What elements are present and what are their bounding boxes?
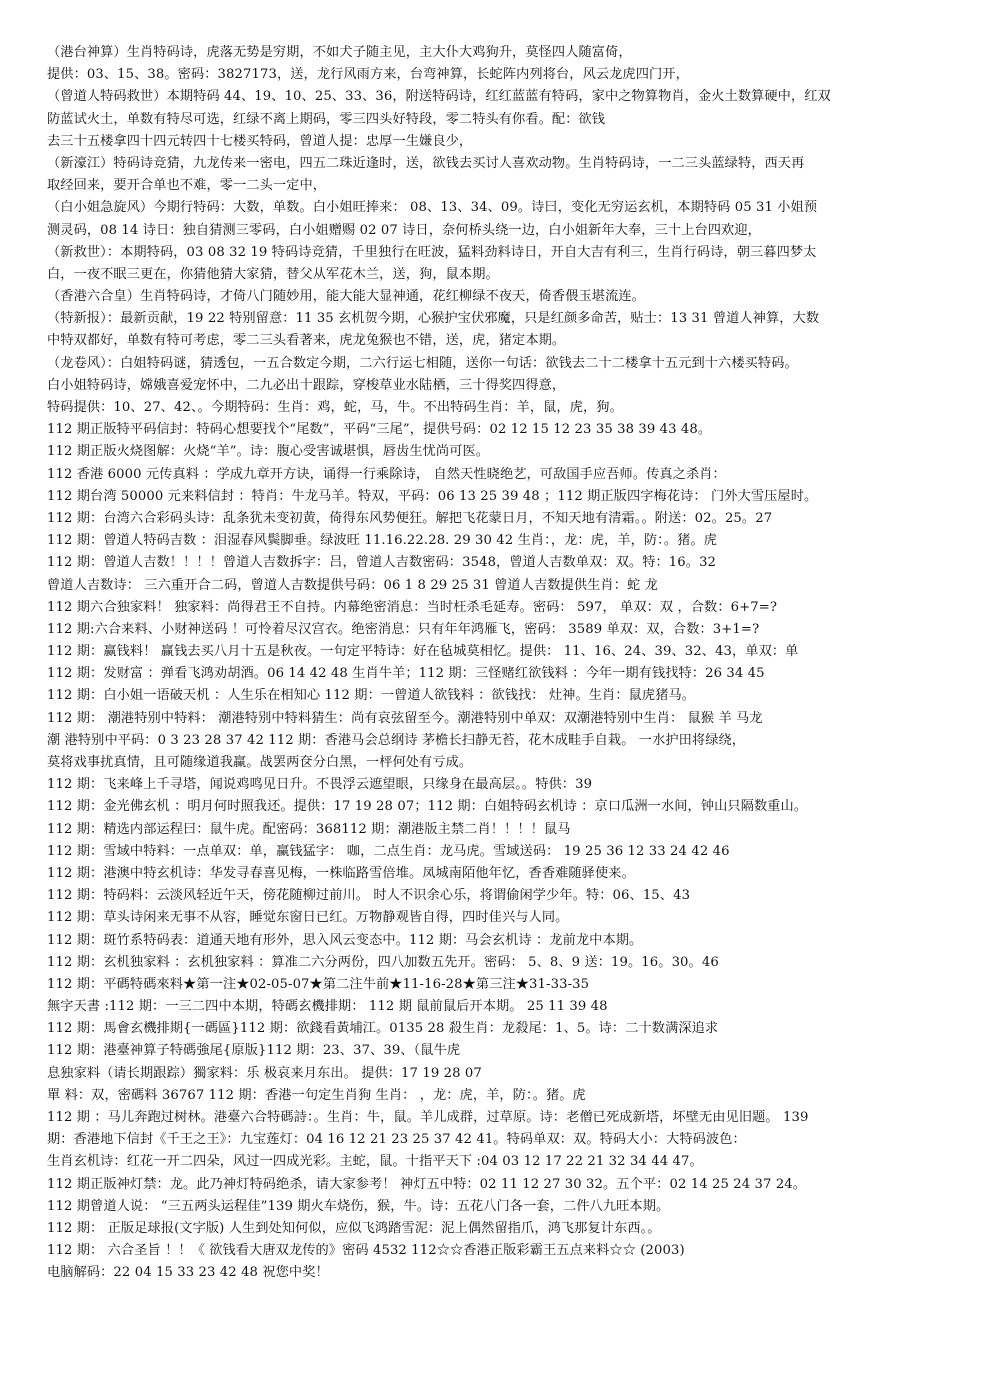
text-line: 取经回来，要开合单也不难，零一二头一定中， (47, 178, 327, 194)
text-line: （港台神算）生肖特码诗，虎落无势是穷期，不如犬子随主见，主大仆大鸡狗升，莫怪四人随富倚， (47, 45, 632, 60)
text-line: 112 期：港臺神算子特碼強尾{原版}112 期：23、37、39、（鼠牛虎 (47, 1043, 461, 1059)
text-line: （新濠江）特码诗竞猜，九龙传来一密电，四五二珠近逢时，送，欲钱去买讨人喜欢动物。生肖特码诗，一二三头蓝绿特，西天再 (47, 155, 805, 171)
text-line: 生肖玄机诗：红花一开二四朵，风过一四成光彩。主蛇，鼠。十指平天下 :04 03 12 17 22 21 32 34 44 47。 (47, 1154, 703, 1170)
text-line: （香港六合皇）生肖特码诗，才倚八门随妙用，能大能大显神通，花红柳绿不夜天，倚香偎玉堪流连。 (47, 289, 645, 305)
text-line: 防蓝试火土，单数有特尽可选，红绿不离上期码，零三四头好特段，零二特头有你看。配：欲钱 (47, 111, 606, 127)
text-line: 112 期：精选内部运程曰：鼠牛虎。配密码：368112 期：潮港版主禁二肖！！！！鼠马 (47, 821, 571, 837)
text-line: 112 期：馬會玄機排期{一碼區}112 期：欲錢看黃埔江。0135 28 殺生肖：龙殺尾：1、5。诗：二十数满深追求 (47, 1021, 719, 1037)
text-line: 白小姐特码诗，嫦娥喜爱宠怀中，二九必出十跟踪，穿梭草业水陆栖，三十得奖四得意， (47, 377, 566, 393)
text-line: 112 期台湾 50000 元来料信封 ：特肖：牛龙马羊。特双，平码：06 13 25 39 48 ；112 期正版四字梅花诗： 门外大雪压屋时。 (47, 488, 818, 504)
text-line: 112 期：特码料：云淡风轻近午天，傍花随柳过前川。 时人不识余心乐，将谓偷闲学少年。特：06、15、43 (47, 888, 691, 904)
text-line: 112 期：玄机独家料 ：玄机独家料 ：算准二六分两份，四八加数五先开。密码： 5、8、9 送：19。16。30。46 (47, 954, 719, 970)
text-line: 112 期：斑竹系特码表：道通天地有形外，思入风云变态中。112 期：马会玄机诗 ：龙前龙中本期。 (47, 932, 643, 948)
text-line: （曾道人特码救世）本期特码 44、19、10、25、33、36，附送特码诗，红红蓝蓝有特码，家中之物算物肖，金火土数算硬中，红双 (47, 89, 831, 105)
text-line: 潮 港特别中平码：0 3 23 28 37 42 112 期：香港马会总纲诗 茅檐长扫静无苔，花木成畦手自栽。 一水护田将绿绕， (47, 732, 746, 748)
text-line: 期：香港地下信封《千王之王》：九宝莲灯：04 16 12 21 23 25 37 42 41。特码单双：双。特码大小：大特码波色： (47, 1132, 746, 1148)
text-line: （特新报）：最新贡献，19 22 特别留意：11 35 玄机贺今期，心猴护宝伏邪魔，只是红颜多命苦，贴士：13 31 曾道人神算，大数 (47, 311, 820, 327)
text-line: 112 期：飞来峰上千寻塔，闻说鸡鸣见日升。不畏浮云遮望眼，只缘身在最高层。。特供：39 (47, 777, 593, 793)
text-line: 112 期正版火烧图解：火烧“羊”。诗：腹心受害诚堪惧，唇齿生忧尚可医。 (47, 444, 490, 460)
text-line: 112 期：赢钱料！ 赢钱去买八月十五是秋夜。一句定平特诗：好在毡城莫相忆。提供： 11、16、24、39、32、43，单双：单 (47, 644, 799, 660)
text-line: 测灵码，08 14 诗日：独自猜测三零码，白小姐赠赐 02 07 诗日，奈何桥头绕一边，白小姐新年大奉，三十上台四欢迎， (47, 222, 761, 238)
document-body (47, 42, 947, 1285)
text-line: 112 期六合独家料！ 独家料：尚得君王不自持。内幕绝密消息：当时枉杀毛延寿。密码： 597， 单双：双 ，合数：6+7=? (47, 599, 778, 615)
text-line: 112 期曾道人说： “三五两头运程佳”139 期火车烧伤，猴，牛。诗：五花八门各一套，二件八九旺本期。 (47, 1198, 670, 1214)
text-line: 112 期：曾道人吉数！！！！曾道人吉数拆字：吕，曾道人吉数密码：3548，曾道人吉数单双：双。特：16。32 (47, 555, 717, 571)
text-line: 112 期：草头诗闲来无事不从容，睡觉东窗日已红。万物静观皆自得，四时佳兴与人同。 (47, 910, 569, 926)
text-line: 112 期： 潮港特别中特料： 潮港特别中特料猜生：尚有哀弦留至今。潮港特别中单双：双潮港特别中生肖： 鼠猴 羊 马龙 (47, 710, 763, 726)
text-line: 112 期：曾道人特码吉数 ：泪湿春风鬓脚垂。绿波旺 11.16.22.28. 29 30 42 生肖：，龙：虎，羊，防：。猪。虎 (47, 533, 717, 549)
text-line: 112 期正版特平码信封：特码心想要找个“尾数”，平码“三尾”，提供号码：02 12 15 12 23 35 38 39 43 48。 (47, 422, 712, 438)
text-line: 提供：03、15、38。密码：3827173，送，龙行风雨方来，台弯神算，长蛇阵内列将台，风云龙虎四门开， (47, 67, 689, 83)
text-line: 息独家料（请长期跟踪）獨家料：乐 极哀来月东出。 提供：17 19 28 07 (47, 1065, 482, 1081)
text-line: 單 料：双，密碼料 36767 112 期：香港一句定生肖狗 生肖： ，龙：虎，羊，防：。猪。虎 (47, 1087, 586, 1103)
text-line: 莫将戏事扰真情，且可随缘道我赢。战罢两奁分白黑，一枰何处有亏成。 (47, 755, 473, 770)
text-line: 112 期：白小姐一语破天机 ：人生乐在相知心 112 期：一曾道人欲钱料 ：欲钱找： 灶神。生肖：鼠虎猪马。 (47, 688, 696, 704)
text-line: （白小姐急旋风）今期行特码：大数，单数。白小姐旺捧来： 08、13、34、09。诗曰，变化无穷运玄机，本期特码 05 31 小姐预 (47, 200, 818, 216)
text-line: 112 期：发财富 ：弹看飞鸿劝胡酒。06 14 42 48 生肖牛羊；112 期：三怪赌红欲钱料 ：今年一期有钱找特：26 34 45 (47, 666, 765, 682)
text-line: （龙卷风）：白姐特码谜，猜透包，一五合数定今期，二六行运七相随，送你一句话：欲钱去二十二楼拿十五元到十六楼买特码。 (47, 355, 798, 371)
text-line: 曾道人吉数诗： 三六重开合二码，曾道人吉数提供号码：06 1 8 29 25 31 曾道人吉数提供生肖：蛇 龙 (47, 577, 658, 593)
text-line: 112 期： 六合圣旨 ！！《 欲钱看大唐双龙传的》密码 4532 112☆☆香港正版彩霸王五点来料☆☆ (2003) (47, 1243, 685, 1259)
text-line: 电脑解码：22 04 15 33 23 42 48 祝您中奖！ (47, 1265, 329, 1281)
text-line: 112 期： 正版足球报(文字版) 人生到处知何似，应似飞鸿踏雪泥：泥上偶然留指爪，鸿飞那复计东西。。 (47, 1220, 661, 1236)
text-line: （新救世）：本期特码，03 08 32 19 特码诗竞猜，千里独行在旺波，猛料劲料诗日，开自大吉有利三，生肖行码诗，朝三暮四梦太 (47, 244, 817, 260)
text-line: 去三十五楼拿四十四元转四十七楼买特码，曾道人提：忠厚一生嫌良少， (47, 133, 473, 149)
text-line: 112 期 ：马儿奔跑过树林。港臺六合特碼詩：。生肖：牛，鼠。羊儿成群，过草原。诗：老僧已死成新塔，坏壁无由见旧题。 139 (47, 1110, 809, 1125)
text-line: 112 期：雪域中特料：一点单双：单，赢钱猛字： 咖，二点生肖：龙马虎。雪域送码： 19 25 36 12 33 24 42 46 (47, 843, 730, 859)
text-line: 112 期：港澳中特玄机诗：华发寻春喜见梅，一株临路雪倍堆。凤城南陌他年忆，香香难随驿使来。 (47, 865, 635, 881)
text-line: 112 期：金光佛玄机 ：明月何时照我还。提供：17 19 28 07；112 期：白姐特码玄机诗 ：京口瓜洲一水间，钟山只隔数重山。 (47, 799, 808, 815)
text-line: 無字天書 :112 期：一三二四中本期，特碼玄機排期： 112 期 鼠前鼠后开本期。 25 11 39 48 (47, 999, 608, 1015)
text-line: 特码提供：10、27、42、。今期特码：生肖：鸡，蛇，马，牛。不出特码生肖：羊，鼠，虎，狗。 (47, 400, 623, 415)
text-line: 112 期正版神灯禁：龙。此乃神灯特码绝杀，请大家参考！ 神灯五中特：02 11 12 27 30 32。五个平：02 14 25 24 37 24。 (47, 1176, 807, 1192)
text-line: 112 期:六合来料、小财神送码 ！可怜着尽汉宫衣。绝密消息：只有年年鸿雁飞，密码： 3589 单双：双，合数：3+1=? (47, 621, 760, 637)
text-line: 中特双都好，单数有特可考虑，零二三头看著来，虎龙兔猴也不错，送，虎，猪定本期。 (47, 333, 566, 349)
text-line: 112 期：台湾六合彩码头诗：乱条犹未变初黄，倚得东风势便狂。解把飞花蒙日月，不知天地有清霜。。附送：02。25。27 (47, 510, 773, 526)
text-line: 112 期：平碼特碼來料★第一注★02-05-07★第二注牛前★11-16-28★第三注★31-33-35 (47, 976, 590, 992)
text-line: 白，一夜不眠三更在，你猜他猜大家猜，替父从军花木兰，送，狗，鼠本期。 (47, 266, 499, 282)
text-line: 112 香港 6000 元传真料 ：学成九章开方诀，诵得一行乘除诗， 自然天性晓绝艺，可敌国手应吾师。传真之杀肖： (47, 466, 726, 482)
